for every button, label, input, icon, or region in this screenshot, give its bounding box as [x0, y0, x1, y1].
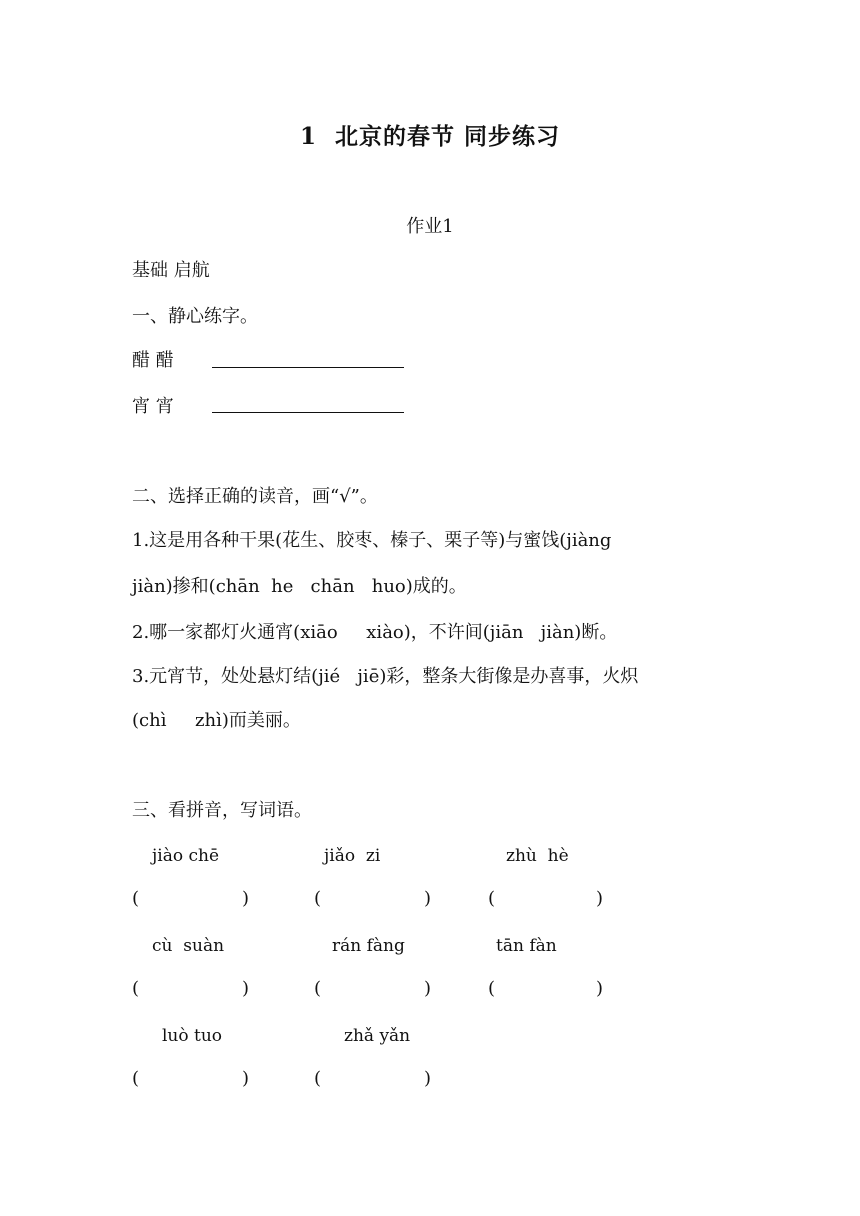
q1-practice-chars-1: 醋 醋	[132, 350, 174, 371]
paren-open: (	[132, 978, 140, 999]
paren-close: )	[242, 978, 250, 999]
pinyin-item: zhǎ yǎn	[344, 1026, 411, 1046]
q2-heading: 二、选择正确的读音，画“√”。	[132, 486, 378, 507]
paren-open: (	[488, 978, 496, 999]
pinyin-item: zhù hè	[506, 846, 569, 866]
section-basic-heading: 基础 启航	[132, 260, 210, 281]
q2-line-3: 2.哪一家都灯火通宵(xiāo xiào)，不许间(jiān jiàn)断。	[132, 622, 618, 643]
pinyin-item: jiào chē	[152, 846, 220, 866]
pinyin-item: luò tuo	[162, 1026, 223, 1046]
q2-line-4: 3.元宵节，处处悬灯结(jié jiē)彩，整条大街像是办喜事，火炽	[132, 666, 639, 687]
paren-close: )	[242, 888, 250, 909]
q1-answer-line-2[interactable]	[212, 412, 404, 413]
paren-close: )	[596, 888, 604, 909]
paren-close: )	[242, 1068, 250, 1089]
pinyin-item: rán fàng	[332, 936, 405, 956]
lesson-title: 北京的春节 同步练习	[335, 123, 561, 150]
paren-close: )	[424, 978, 432, 999]
paren-close: )	[596, 978, 604, 999]
q2-line-2: jiàn)掺和(chān he chān huo)成的。	[132, 576, 467, 597]
q1-practice-chars-2: 宵 宵	[132, 396, 174, 417]
q1-heading: 一、静心练字。	[132, 306, 258, 327]
q2-line-1: 1.这是用各种干果(花生、胶枣、榛子、栗子等)与蜜饯(jiàng	[132, 530, 612, 551]
lesson-number: 1	[299, 123, 317, 150]
paren-open: (	[132, 1068, 140, 1089]
paren-open: (	[314, 888, 322, 909]
q3-heading: 三、看拼音，写词语。	[132, 800, 312, 821]
paren-open: (	[132, 888, 140, 909]
pinyin-item: cù suàn	[152, 936, 225, 956]
page-title	[0, 118, 860, 151]
paren-close: )	[424, 1068, 432, 1089]
q1-answer-line-1[interactable]	[212, 367, 404, 368]
pinyin-item: jiǎo zi	[324, 846, 381, 866]
q2-line-5: (chì zhì)而美丽。	[132, 710, 301, 731]
paren-open: (	[314, 978, 322, 999]
paren-open: (	[314, 1068, 322, 1089]
paren-open: (	[488, 888, 496, 909]
assignment-label: 作业1	[406, 216, 454, 237]
pinyin-item: tān fàn	[496, 936, 557, 956]
paren-close: )	[424, 888, 432, 909]
